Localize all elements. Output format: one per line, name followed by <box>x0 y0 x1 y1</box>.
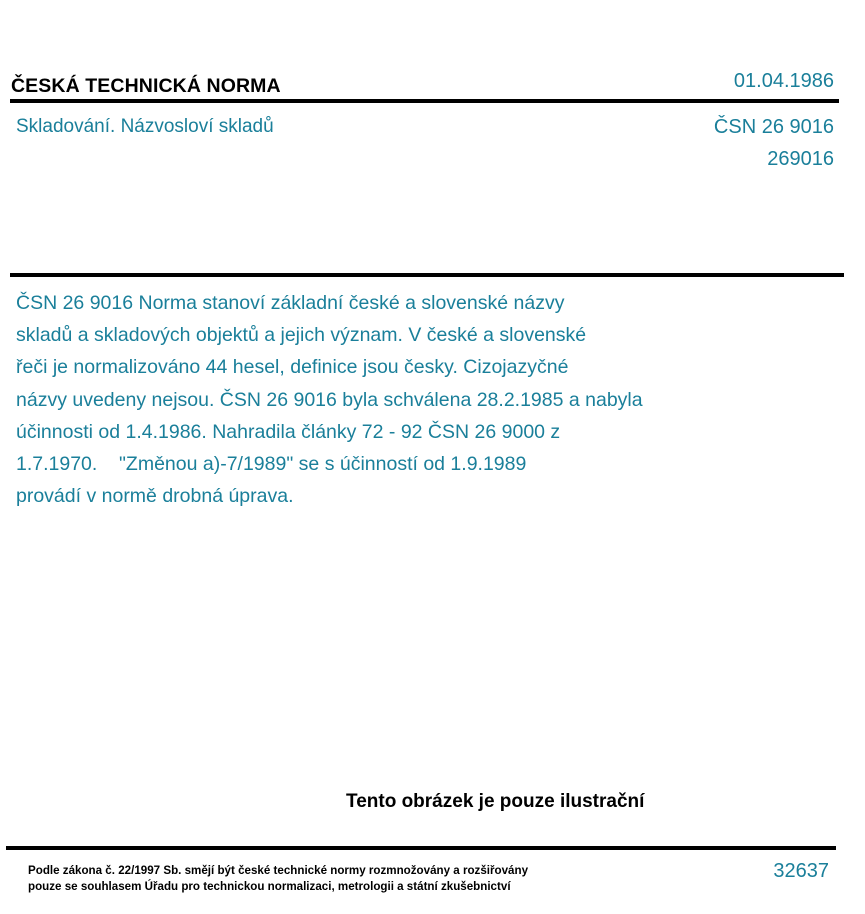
footer-divider <box>6 846 836 850</box>
standard-number: 269016 <box>767 148 834 170</box>
document-date: 01.04.1986 <box>733 70 834 92</box>
standard-code: ČSN 26 9016 <box>713 116 834 138</box>
abstract-line: skladů a skladových objektů a jejich význam. V české a slovenské <box>16 324 587 347</box>
legal-notice <box>28 863 528 895</box>
abstract-line: účinnosti od 1.4.1986. Nahradila články 72 - 92 ČSN 26 9000 z <box>16 420 561 443</box>
abstract-line: názvy uvedeny nejsou. ČSN 26 9016 byla schválena 28.2.1985 a nabyla <box>16 388 643 411</box>
legal-notice-line: pouze se souhlasem Úřadu pro technickou normalizaci, metrologii a státní zkušebnictví <box>28 880 511 893</box>
abstract-text <box>16 287 746 512</box>
abstract-line: řeči je normalizováno 44 hesel, definice jsou česky. Cizojazyčné <box>16 356 569 379</box>
abstract-line: provádí v normě drobná úprava. <box>16 485 294 508</box>
header-divider <box>10 99 839 103</box>
legal-notice-line: Podle zákona č. 22/1997 Sb. smějí být české technické normy rozmnožovány a rozšiřovány <box>28 864 529 877</box>
abstract-line: ČSN 26 9016 Norma stanoví základní české a slovenské názvy <box>16 292 565 314</box>
abstract-line: 1.7.1970. "Změnou a)-7/1989" se s účinností od 1.9.1989 <box>16 453 527 476</box>
document-type-heading: ČESKÁ TECHNICKÁ NORMA <box>11 75 281 97</box>
section-divider <box>10 273 844 277</box>
standard-title: Skladování. Názvosloví skladů <box>16 116 274 137</box>
catalog-number: 32637 <box>773 860 829 882</box>
illustration-note: Tento obrázek je pouze ilustrační <box>346 791 645 812</box>
